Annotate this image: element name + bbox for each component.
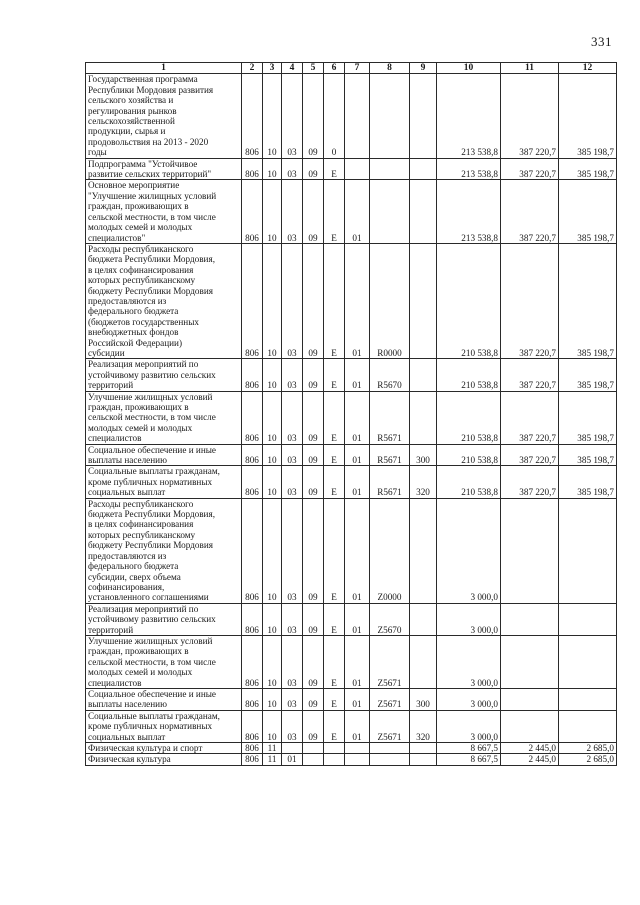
amount-2019-cell: 387 220,7 bbox=[501, 243, 559, 358]
program-cell: 09 bbox=[303, 466, 324, 498]
direction-cell: R0000 bbox=[370, 243, 410, 358]
subprogram-cell: Е bbox=[324, 243, 345, 358]
column-header: 10 bbox=[437, 63, 501, 74]
row-name-cell: Физическая культура и спорт bbox=[86, 743, 242, 754]
program-cell: 09 bbox=[303, 243, 324, 358]
expense-type-cell: 300 bbox=[410, 688, 437, 710]
amount-2019-cell: 387 220,7 bbox=[501, 74, 559, 158]
activity-cell: 01 bbox=[345, 498, 370, 603]
table-row bbox=[86, 74, 617, 158]
activity-cell: 01 bbox=[345, 688, 370, 710]
table-row bbox=[86, 688, 617, 710]
expense-type-cell bbox=[410, 754, 437, 765]
expense-type-cell bbox=[410, 498, 437, 603]
amount-2018-cell: 3 000,0 bbox=[437, 635, 501, 688]
table-row bbox=[86, 466, 617, 498]
section-cell: 10 bbox=[263, 498, 282, 603]
expense-type-cell bbox=[410, 603, 437, 635]
column-header: 5 bbox=[303, 63, 324, 74]
table-row bbox=[86, 359, 617, 391]
activity-cell bbox=[345, 754, 370, 765]
amount-2020-cell: 2 685,0 bbox=[559, 754, 617, 765]
section-cell: 10 bbox=[263, 603, 282, 635]
expense-type-cell bbox=[410, 391, 437, 444]
section-cell: 11 bbox=[263, 743, 282, 754]
table-row bbox=[86, 635, 617, 688]
section-cell: 10 bbox=[263, 180, 282, 243]
gl-adm-cell: 806 bbox=[242, 688, 263, 710]
subprogram-cell bbox=[324, 754, 345, 765]
activity-cell: 01 bbox=[345, 180, 370, 243]
subprogram-cell: Е bbox=[324, 603, 345, 635]
column-header: 4 bbox=[282, 63, 303, 74]
gl-adm-cell: 806 bbox=[242, 243, 263, 358]
amount-2018-cell: 210 538,8 bbox=[437, 444, 501, 466]
amount-2020-cell: 385 198,7 bbox=[559, 180, 617, 243]
section-cell: 10 bbox=[263, 688, 282, 710]
column-header: 6 bbox=[324, 63, 345, 74]
row-name-cell: Социальные выплаты гражданам, кроме публичных нормативных социальных выплат bbox=[86, 710, 242, 742]
direction-cell: R5671 bbox=[370, 466, 410, 498]
amount-2019-cell bbox=[501, 498, 559, 603]
amount-2018-cell: 3 000,0 bbox=[437, 688, 501, 710]
subsection-cell: 03 bbox=[282, 180, 303, 243]
subprogram-cell: Е bbox=[324, 635, 345, 688]
amount-2018-cell: 213 538,8 bbox=[437, 74, 501, 158]
program-cell: 09 bbox=[303, 710, 324, 742]
column-header: 8 bbox=[370, 63, 410, 74]
amount-2020-cell bbox=[559, 688, 617, 710]
section-cell: 10 bbox=[263, 158, 282, 180]
amount-2019-cell: 387 220,7 bbox=[501, 466, 559, 498]
subsection-cell: 03 bbox=[282, 635, 303, 688]
amount-2019-cell bbox=[501, 635, 559, 688]
subsection-cell: 03 bbox=[282, 391, 303, 444]
column-header: 12 bbox=[559, 63, 617, 74]
row-name-cell: Подпрограмма "Устойчивое развитие сельских территорий" bbox=[86, 158, 242, 180]
direction-cell bbox=[370, 754, 410, 765]
amount-2020-cell: 385 198,7 bbox=[559, 359, 617, 391]
gl-adm-cell: 806 bbox=[242, 710, 263, 742]
expense-type-cell bbox=[410, 158, 437, 180]
gl-adm-cell: 806 bbox=[242, 743, 263, 754]
gl-adm-cell: 806 bbox=[242, 391, 263, 444]
table-row bbox=[86, 498, 617, 603]
expense-type-cell bbox=[410, 635, 437, 688]
table-row bbox=[86, 444, 617, 466]
section-cell: 10 bbox=[263, 74, 282, 158]
subsection-cell: 03 bbox=[282, 603, 303, 635]
direction-cell: R5671 bbox=[370, 391, 410, 444]
row-name-cell: Социальные выплаты гражданам, кроме публичных нормативных социальных выплат bbox=[86, 466, 242, 498]
gl-adm-cell: 806 bbox=[242, 359, 263, 391]
amount-2018-cell: 3 000,0 bbox=[437, 498, 501, 603]
amount-2018-cell: 3 000,0 bbox=[437, 710, 501, 742]
amount-2019-cell: 387 220,7 bbox=[501, 391, 559, 444]
expense-type-cell: 300 bbox=[410, 444, 437, 466]
expense-type-cell: 320 bbox=[410, 710, 437, 742]
program-cell: 09 bbox=[303, 158, 324, 180]
amount-2019-cell: 387 220,7 bbox=[501, 444, 559, 466]
section-cell: 10 bbox=[263, 635, 282, 688]
amount-2019-cell: 387 220,7 bbox=[501, 359, 559, 391]
section-cell: 10 bbox=[263, 359, 282, 391]
amount-2019-cell: 2 445,0 bbox=[501, 743, 559, 754]
column-header: 9 bbox=[410, 63, 437, 74]
subprogram-cell: Е bbox=[324, 158, 345, 180]
subprogram-cell bbox=[324, 743, 345, 754]
section-cell: 10 bbox=[263, 710, 282, 742]
row-name-cell: Государственная программа Республики Мордовия развития сельского хозяйства и регулирования рынков сельскохозяйственной продукции, сырья и продовольствия на 2013 - 2020 годы bbox=[86, 74, 242, 158]
activity-cell: 01 bbox=[345, 466, 370, 498]
subsection-cell bbox=[282, 743, 303, 754]
subsection-cell: 03 bbox=[282, 710, 303, 742]
gl-adm-cell: 806 bbox=[242, 466, 263, 498]
program-cell: 09 bbox=[303, 603, 324, 635]
gl-adm-cell: 806 bbox=[242, 444, 263, 466]
direction-cell: Z0000 bbox=[370, 498, 410, 603]
subsection-cell: 01 bbox=[282, 754, 303, 765]
program-cell: 09 bbox=[303, 180, 324, 243]
section-cell: 10 bbox=[263, 444, 282, 466]
program-cell: 09 bbox=[303, 635, 324, 688]
gl-adm-cell: 806 bbox=[242, 180, 263, 243]
subsection-cell: 03 bbox=[282, 466, 303, 498]
subprogram-cell: Е bbox=[324, 466, 345, 498]
amount-2018-cell: 8 667,5 bbox=[437, 754, 501, 765]
program-cell: 09 bbox=[303, 688, 324, 710]
gl-adm-cell: 806 bbox=[242, 635, 263, 688]
expense-type-cell bbox=[410, 243, 437, 358]
activity-cell bbox=[345, 158, 370, 180]
row-name-cell: Основное мероприятие "Улучшение жилищных условий граждан, проживающих в сельской местности, в том числе молодых семей и молодых специалистов" bbox=[86, 180, 242, 243]
row-name-cell: Улучшение жилищных условий граждан, проживающих в сельской местности, в том числе молодых семей и молодых специалистов bbox=[86, 391, 242, 444]
gl-adm-cell: 806 bbox=[242, 158, 263, 180]
program-cell bbox=[303, 743, 324, 754]
amount-2020-cell: 385 198,7 bbox=[559, 243, 617, 358]
gl-adm-cell: 806 bbox=[242, 754, 263, 765]
activity-cell: 01 bbox=[345, 243, 370, 358]
amount-2018-cell: 3 000,0 bbox=[437, 603, 501, 635]
direction-cell: Z5671 bbox=[370, 710, 410, 742]
gl-adm-cell: 806 bbox=[242, 498, 263, 603]
section-cell: 10 bbox=[263, 466, 282, 498]
amount-2020-cell bbox=[559, 498, 617, 603]
amount-2020-cell: 2 685,0 bbox=[559, 743, 617, 754]
table-row bbox=[86, 754, 617, 765]
table-row bbox=[86, 603, 617, 635]
subsection-cell: 03 bbox=[282, 688, 303, 710]
section-cell: 10 bbox=[263, 391, 282, 444]
table-row bbox=[86, 743, 617, 754]
activity-cell: 01 bbox=[345, 444, 370, 466]
direction-cell bbox=[370, 74, 410, 158]
expense-type-cell bbox=[410, 74, 437, 158]
row-name-cell: Социальное обеспечение и иные выплаты населению bbox=[86, 688, 242, 710]
subprogram-cell: Е bbox=[324, 180, 345, 243]
row-name-cell: Расходы республиканского бюджета Республики Мордовия, в целях софинансирования которых республиканскому бюджету Республики Мордовия предоставляются из федерального бюджета (бюджетов государственных внебюджетных фондов Российской Федерации) субсидии bbox=[86, 243, 242, 358]
subprogram-cell: 0 bbox=[324, 74, 345, 158]
gl-adm-cell: 806 bbox=[242, 74, 263, 158]
table-row bbox=[86, 180, 617, 243]
row-name-cell: Улучшение жилищных условий граждан, проживающих в сельской местности, в том числе молодых семей и молодых специалистов bbox=[86, 635, 242, 688]
activity-cell bbox=[345, 74, 370, 158]
expense-type-cell bbox=[410, 359, 437, 391]
table-row bbox=[86, 158, 617, 180]
amount-2020-cell bbox=[559, 635, 617, 688]
amount-2020-cell bbox=[559, 710, 617, 742]
column-header: 3 bbox=[263, 63, 282, 74]
row-name-cell: Реализация мероприятий по устойчивому развитию сельских территорий bbox=[86, 603, 242, 635]
program-cell: 09 bbox=[303, 391, 324, 444]
direction-cell: Z5671 bbox=[370, 688, 410, 710]
table-row bbox=[86, 391, 617, 444]
expense-type-cell: 320 bbox=[410, 466, 437, 498]
row-name-cell: Расходы республиканского бюджета Республики Мордовия, в целях софинансирования которых республиканскому бюджету Республики Мордовия предоставляются из федерального бюджета субсидии, сверх объема софинансирования, установленного соглашениями bbox=[86, 498, 242, 603]
program-cell: 09 bbox=[303, 74, 324, 158]
column-header: 1 bbox=[86, 63, 242, 74]
expense-type-cell bbox=[410, 180, 437, 243]
header-row bbox=[86, 63, 617, 74]
activity-cell: 01 bbox=[345, 359, 370, 391]
activity-cell: 01 bbox=[345, 391, 370, 444]
amount-2018-cell: 213 538,8 bbox=[437, 180, 501, 243]
table-row bbox=[86, 243, 617, 358]
page-number: 331 bbox=[591, 34, 612, 49]
activity-cell: 01 bbox=[345, 710, 370, 742]
direction-cell: R5671 bbox=[370, 444, 410, 466]
amount-2019-cell bbox=[501, 688, 559, 710]
amount-2020-cell: 385 198,7 bbox=[559, 444, 617, 466]
program-cell bbox=[303, 754, 324, 765]
section-cell: 10 bbox=[263, 243, 282, 358]
subsection-cell: 03 bbox=[282, 158, 303, 180]
subprogram-cell: Е bbox=[324, 359, 345, 391]
program-cell: 09 bbox=[303, 444, 324, 466]
amount-2020-cell: 385 198,7 bbox=[559, 466, 617, 498]
subsection-cell: 03 bbox=[282, 359, 303, 391]
subprogram-cell: Е bbox=[324, 498, 345, 603]
amount-2019-cell: 387 220,7 bbox=[501, 158, 559, 180]
column-header: 2 bbox=[242, 63, 263, 74]
subsection-cell: 03 bbox=[282, 74, 303, 158]
row-name-cell: Физическая культура bbox=[86, 754, 242, 765]
amount-2018-cell: 213 538,8 bbox=[437, 158, 501, 180]
amount-2019-cell bbox=[501, 603, 559, 635]
program-cell: 09 bbox=[303, 498, 324, 603]
subprogram-cell: Е bbox=[324, 391, 345, 444]
amount-2019-cell bbox=[501, 710, 559, 742]
gl-adm-cell: 806 bbox=[242, 603, 263, 635]
subprogram-cell: Е bbox=[324, 710, 345, 742]
section-cell: 11 bbox=[263, 754, 282, 765]
table-row bbox=[86, 710, 617, 742]
subsection-cell: 03 bbox=[282, 243, 303, 358]
activity-cell bbox=[345, 743, 370, 754]
expense-type-cell bbox=[410, 743, 437, 754]
program-cell: 09 bbox=[303, 359, 324, 391]
amount-2020-cell: 385 198,7 bbox=[559, 391, 617, 444]
amount-2020-cell: 385 198,7 bbox=[559, 74, 617, 158]
amount-2020-cell: 385 198,7 bbox=[559, 158, 617, 180]
amount-2018-cell: 210 538,8 bbox=[437, 466, 501, 498]
amount-2018-cell: 210 538,8 bbox=[437, 359, 501, 391]
direction-cell: Z5670 bbox=[370, 603, 410, 635]
subprogram-cell: Е bbox=[324, 688, 345, 710]
activity-cell: 01 bbox=[345, 603, 370, 635]
direction-cell: R5670 bbox=[370, 359, 410, 391]
column-header: 11 bbox=[501, 63, 559, 74]
amount-2020-cell bbox=[559, 603, 617, 635]
budget-table bbox=[85, 62, 617, 766]
direction-cell bbox=[370, 180, 410, 243]
column-header: 7 bbox=[345, 63, 370, 74]
row-name-cell: Социальное обеспечение и иные выплаты населению bbox=[86, 444, 242, 466]
amount-2018-cell: 210 538,8 bbox=[437, 243, 501, 358]
activity-cell: 01 bbox=[345, 635, 370, 688]
direction-cell bbox=[370, 158, 410, 180]
amount-2019-cell: 2 445,0 bbox=[501, 754, 559, 765]
amount-2018-cell: 8 667,5 bbox=[437, 743, 501, 754]
amount-2018-cell: 210 538,8 bbox=[437, 391, 501, 444]
direction-cell: Z5671 bbox=[370, 635, 410, 688]
row-name-cell: Реализация мероприятий по устойчивому развитию сельских территорий bbox=[86, 359, 242, 391]
subprogram-cell: Е bbox=[324, 444, 345, 466]
subsection-cell: 03 bbox=[282, 498, 303, 603]
direction-cell bbox=[370, 743, 410, 754]
subsection-cell: 03 bbox=[282, 444, 303, 466]
amount-2019-cell: 387 220,7 bbox=[501, 180, 559, 243]
